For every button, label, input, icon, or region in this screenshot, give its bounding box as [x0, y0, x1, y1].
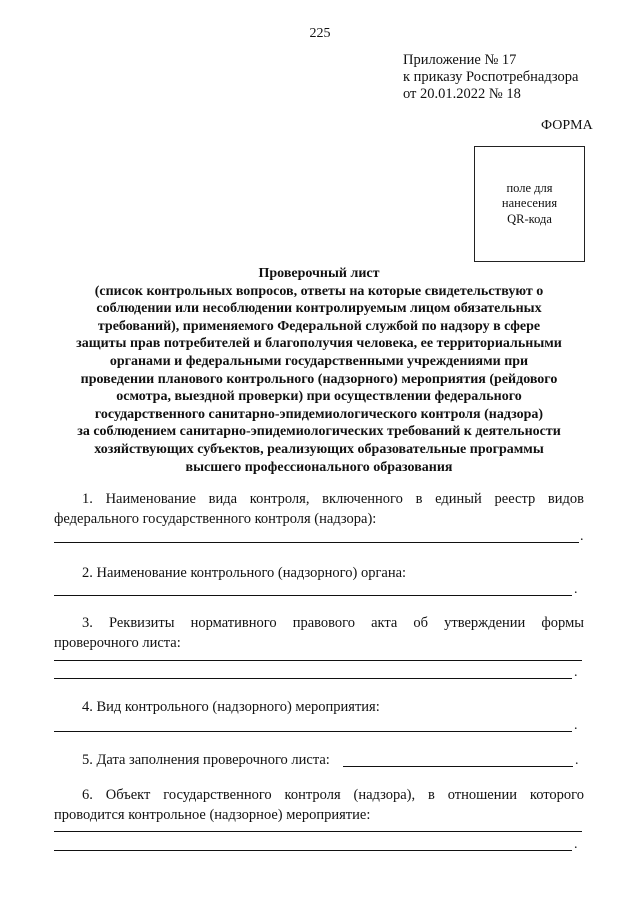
item-3-line-2: проверочного листа:: [54, 635, 181, 651]
document-heading: [54, 265, 584, 476]
line-end-dot: .: [574, 665, 578, 680]
heading-line: проведении планового контрольного (надзорного) мероприятия (рейдового: [80, 371, 558, 387]
appendix-line-3: от 20.01.2022 № 18: [403, 86, 521, 102]
line-end-dot: .: [580, 529, 584, 544]
heading-line: осмотра, выездной проверки) при осуществлении федерального: [116, 389, 522, 405]
heading-line: защиты прав потребителей и благополучия человека, ее территориальными: [76, 336, 562, 352]
appendix-line-2: к приказу Роспотребнадзора: [403, 69, 579, 85]
form-label: ФОРМА: [541, 118, 593, 133]
appendix-reference: [403, 52, 578, 103]
heading-line: государственного санитарно-эпидемиологического контроля (надзора): [94, 406, 544, 422]
item-3-answer-line-2[interactable]: [54, 665, 580, 679]
line-end-dot: .: [574, 718, 578, 733]
item-4-line-1: 4. Вид контрольного (надзорного) мероприятия:: [82, 699, 380, 715]
item-3-answer-line-1[interactable]: [54, 647, 584, 661]
heading-line: Проверочный лист: [258, 266, 380, 281]
heading-line: требований), применяемого Федеральной службой по надзору в сфере: [97, 318, 541, 334]
qr-box-line-3: QR-кода: [507, 211, 552, 226]
item-5-line-1: 5. Дата заполнения проверочного листа:: [82, 752, 330, 768]
heading-line: соблюдении или несоблюдении контролируемым лицом обязательных: [96, 301, 542, 317]
fill-in-rule: [54, 831, 582, 832]
qr-code-field: [474, 146, 585, 262]
heading-line: за соблюдением санитарно-эпидемиологических требований к деятельности: [77, 424, 561, 440]
fill-in-rule: [54, 678, 572, 679]
item-6-answer-line-2[interactable]: [54, 837, 580, 851]
fill-in-rule: [54, 731, 572, 732]
fill-in-rule: [54, 542, 579, 543]
item-6-answer-line-1[interactable]: [54, 818, 584, 832]
item-6-line-1: 6. Объект государственного контроля (надзора), в отношении которого: [82, 787, 584, 803]
item-3-line-1: 3. Реквизиты нормативного правового акта об утверждении формы: [82, 615, 584, 631]
fill-in-rule: [54, 850, 572, 851]
fill-in-rule: [343, 766, 573, 767]
item-5-answer-line[interactable]: [343, 753, 581, 767]
heading-line: высшего профессионального образования: [185, 459, 453, 475]
page-number: 225: [309, 26, 331, 41]
fill-in-rule: [54, 660, 582, 661]
line-end-dot: .: [574, 837, 578, 852]
item-1-answer-line[interactable]: [54, 529, 586, 543]
heading-line: органами и федеральными государственными учреждениями при: [109, 353, 529, 369]
appendix-line-1: Приложение № 17: [403, 52, 517, 68]
item-2-answer-line[interactable]: [54, 582, 580, 596]
line-end-dot: .: [574, 582, 578, 597]
item-6-line-2: проводится контрольное (надзорное) мероприятие:: [54, 807, 371, 823]
heading-line: хозяйствующих субъектов, реализующих образовательные программы: [94, 441, 544, 457]
qr-box-line-1: поле для: [506, 180, 553, 195]
item-1-line-1: 1. Наименование вида контроля, включенного в единый реестр видов: [82, 491, 584, 507]
fill-in-rule: [54, 595, 572, 596]
qr-box-line-2: нанесения: [501, 196, 558, 211]
heading-line: (список контрольных вопросов, ответы на которые свидетельствуют о: [94, 283, 544, 299]
line-end-dot: .: [575, 753, 579, 768]
item-4-answer-line[interactable]: [54, 718, 580, 732]
item-2-line-1: 2. Наименование контрольного (надзорного) органа:: [82, 565, 407, 581]
item-1-line-2: федерального государственного контроля (надзора):: [54, 511, 377, 527]
